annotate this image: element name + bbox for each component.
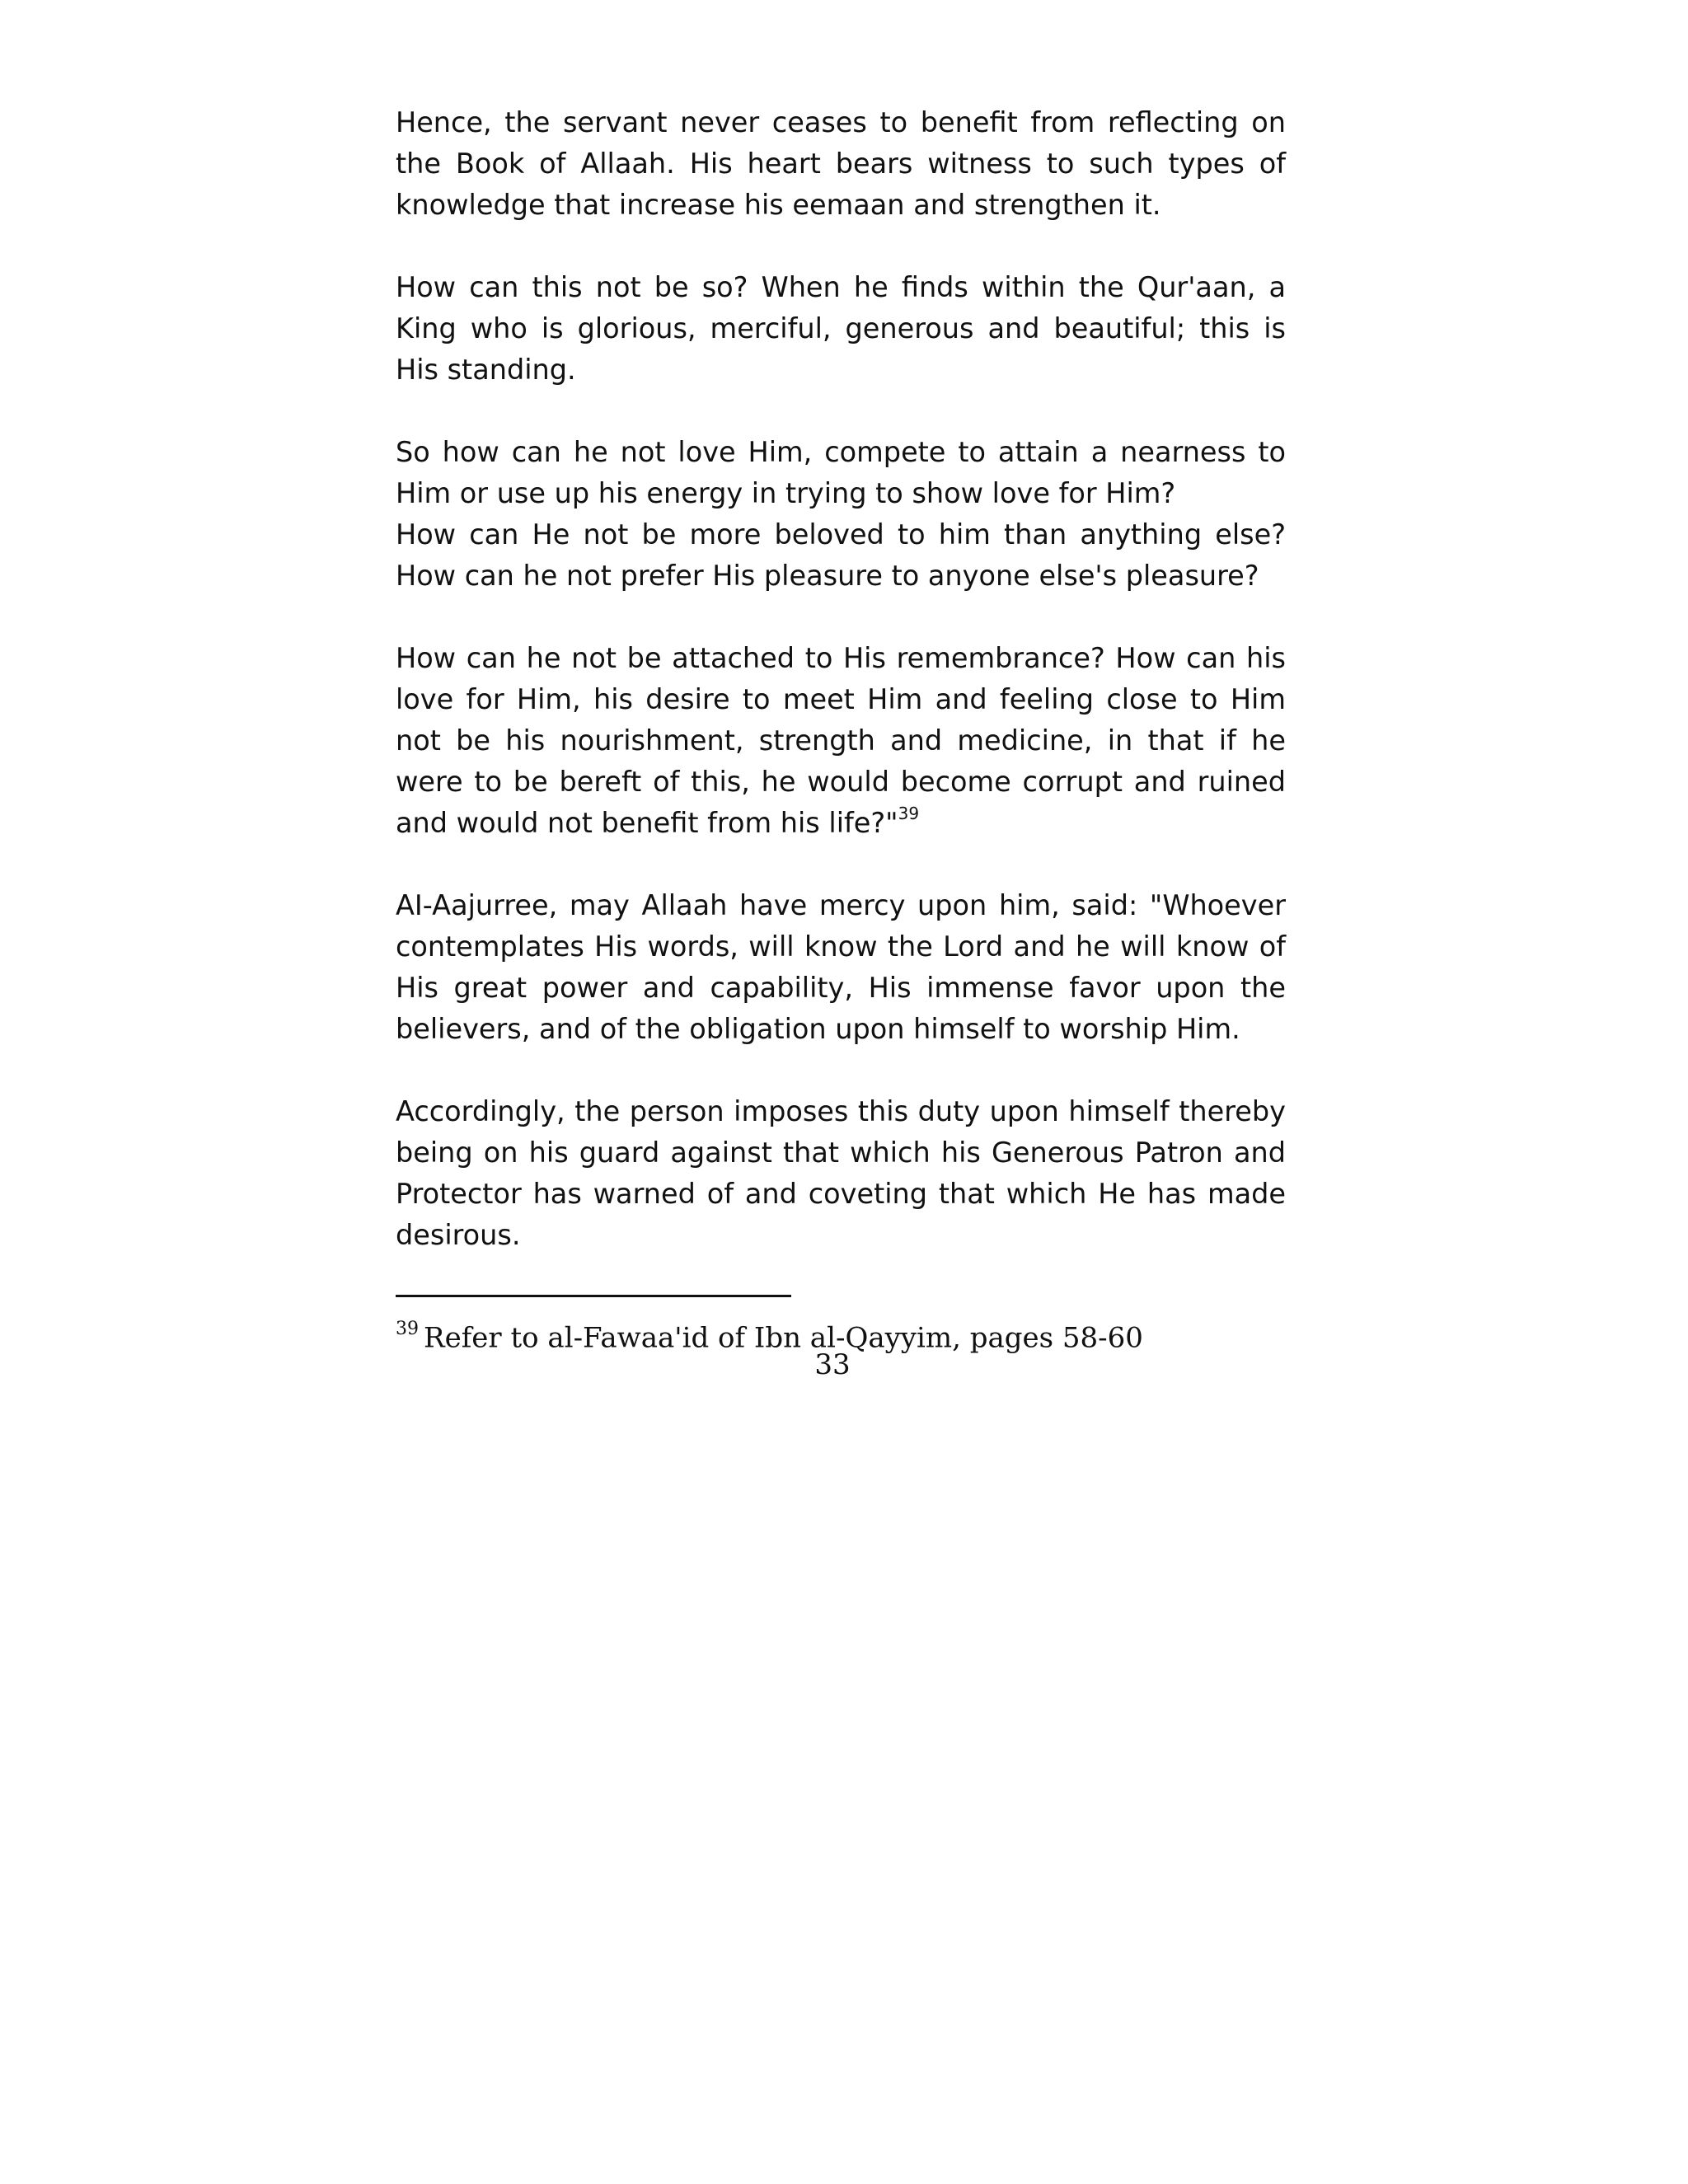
footnote-reference[interactable]: 39 xyxy=(898,803,920,823)
paragraph-2: How can this not be so? When he finds within the Qur'aan, a King who is glorious, merciful, generous and beautiful; this is His standing. xyxy=(396,271,1286,386)
paragraph-5-text: How can he not be attached to His remembrance? How can his love for Him, his desire to meet Him and feeling close to Him not be his nourishment, strength and medicine, in that if he were to be bereft of this, he would become corrupt and ruined and would not benefit from his life?" xyxy=(396,642,1286,839)
paragraph-5 xyxy=(396,638,1286,844)
paragraph-4: How can He not be more beloved to him than anything else? How can he not prefer His pleasure to anyone else's pleasure? xyxy=(396,518,1286,592)
paragraph-6: AI-Aajurree, may Allaah have mercy upon him, said: "Whoever contemplates His words, will know the Lord and he will know of His great power and capability, His immense favor upon the believers, and of the obligation upon himself to worship Him. xyxy=(396,889,1286,1045)
page-number: 33 xyxy=(814,1348,851,1381)
footnote xyxy=(396,1314,1143,1356)
footnote-divider xyxy=(396,1295,791,1297)
footnote-number: 39 xyxy=(396,1319,419,1339)
paragraph-1: Hence, the servant never ceases to benefit from reflecting on the Book of Allaah. His heart bears witness to such types of knowledge that increase his eemaan and strengthen it. xyxy=(396,106,1286,221)
paragraph-7: Accordingly, the person imposes this duty upon himself thereby being on his guard against that which his Generous Patron and Protector has warned of and coveting that which He has made desirous. xyxy=(396,1095,1286,1251)
paragraph-3: So how can he not love Him, compete to attain a nearness to Him or use up his energy in trying to show love for Him? xyxy=(396,436,1286,509)
footnote-text: Refer to al-Fawaa'id of Ibn al-Qayyim, pages 58-60 xyxy=(424,1321,1143,1355)
body-text xyxy=(396,102,1286,1297)
